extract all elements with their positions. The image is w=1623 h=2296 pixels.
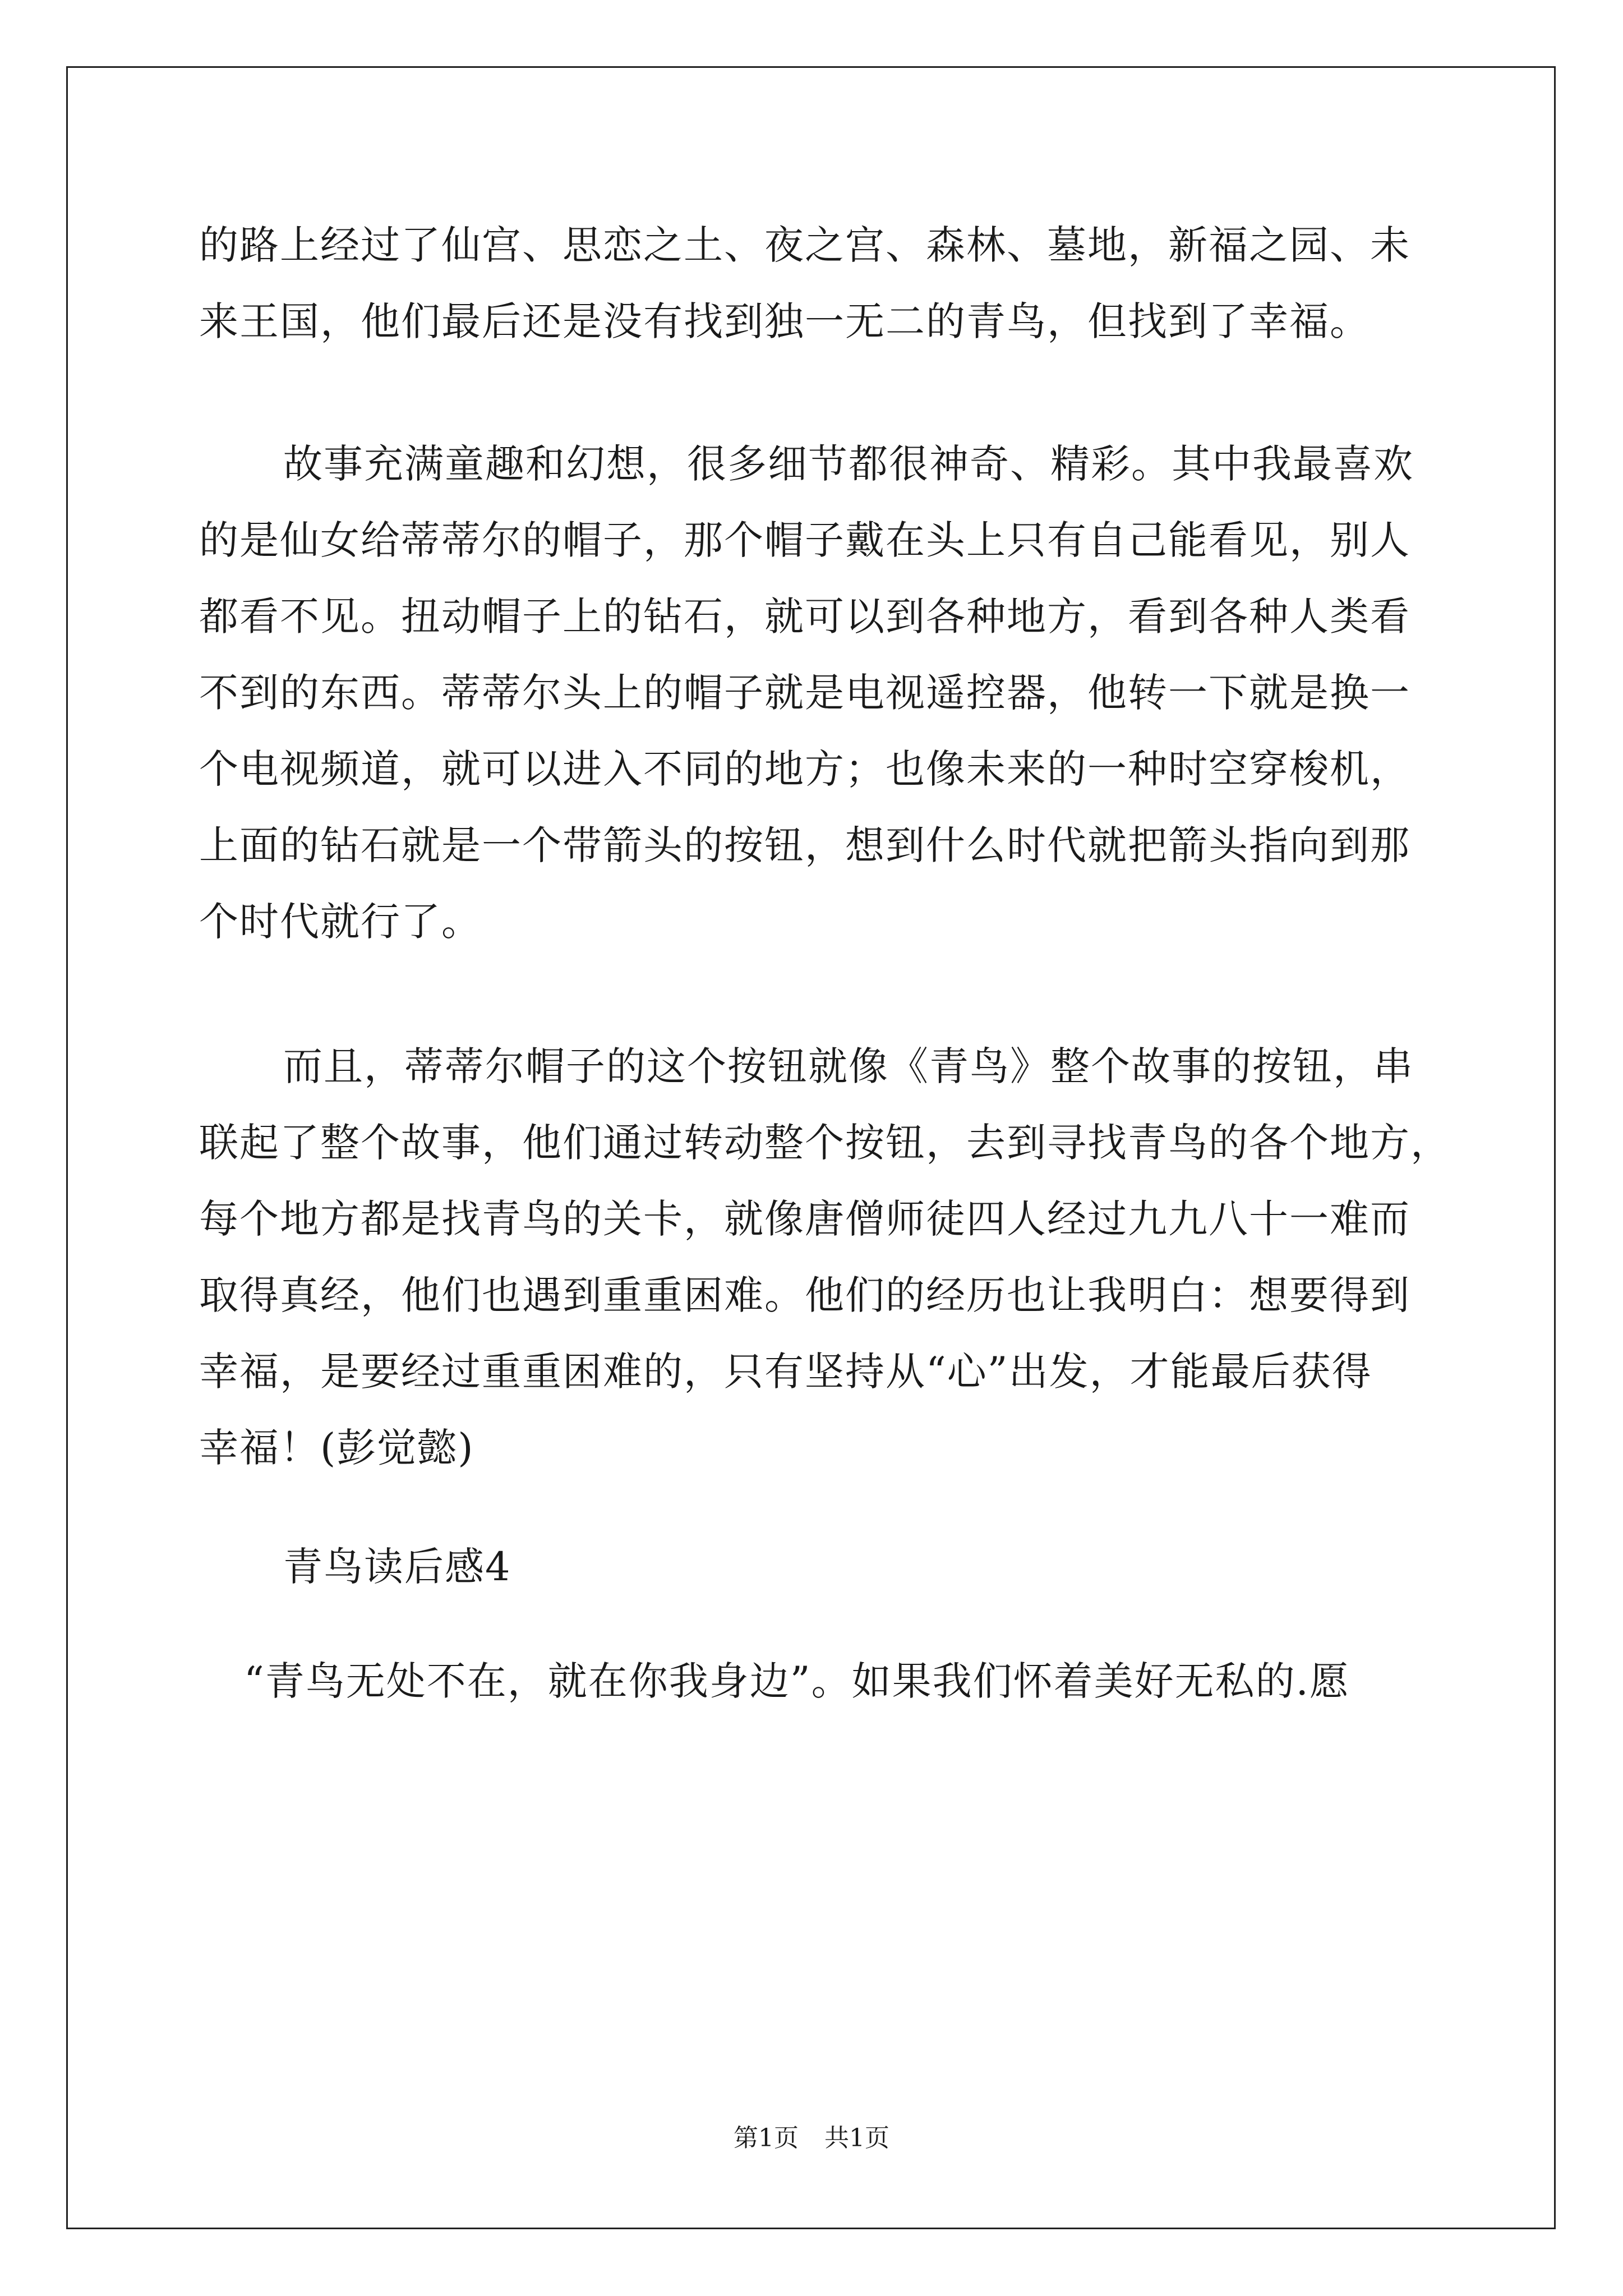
- text-line: 而且，蒂蒂尔帽子的这个按钮就像《青鸟》整个故事的按钮，串: [283, 1043, 1414, 1089]
- text-line: 上面的钻石就是一个带箭头的按钮，想到什么时代就把箭头指向到那: [199, 822, 1410, 868]
- text-line: 取得真经，他们也遇到重重困难。他们的经历也让我明白：想要得到: [199, 1272, 1410, 1318]
- text-line: 来王国，他们最后还是没有找到独一无二的青鸟，但找到了幸福。: [199, 298, 1370, 344]
- text-line: 幸福，是要经过重重困难的，只有坚持从“心”出发，才能最后获得: [199, 1349, 1372, 1395]
- text-line: 每个地方都是找青鸟的关卡，就像唐僧师徒四人经过九九八十一难而: [199, 1196, 1410, 1242]
- text-line: “青鸟无处不在，就在你我身边”。如果我们怀着美好无私的.愿: [244, 1658, 1350, 1704]
- text-line: 都看不见。扭动帽子上的钻石，就可以到各种地方，看到各种人类看: [199, 593, 1410, 639]
- text-line: 联起了整个故事，他们通过转动整个按钮，去到寻找青鸟的各个地方，: [199, 1120, 1451, 1166]
- text-line: 故事充满童趣和幻想，很多细节都很神奇、精彩。其中我最喜欢: [283, 441, 1414, 487]
- text-line: 个电视频道，就可以进入不同的地方；也像未来的一种时空穿梭机，: [199, 746, 1410, 792]
- page-footer: [0, 2126, 1623, 2151]
- text-line: 幸福！(彭觉懿): [199, 1425, 474, 1471]
- text-line: 的路上经过了仙宫、思恋之土、夜之宫、森林、墓地，新福之园、未: [199, 222, 1410, 268]
- section-heading: 青鸟读后感4: [283, 1544, 511, 1590]
- text-line: 个时代就行了。: [199, 899, 482, 945]
- text-line: 的是仙女给蒂蒂尔的帽子，那个帽子戴在头上只有自己能看见，别人: [199, 517, 1410, 563]
- text-line: 不到的东西。蒂蒂尔头上的帽子就是电视遥控器，他转一下就是换一: [199, 670, 1410, 716]
- page-total: 共1页: [824, 2124, 889, 2152]
- page-number: 第1页: [734, 2124, 799, 2152]
